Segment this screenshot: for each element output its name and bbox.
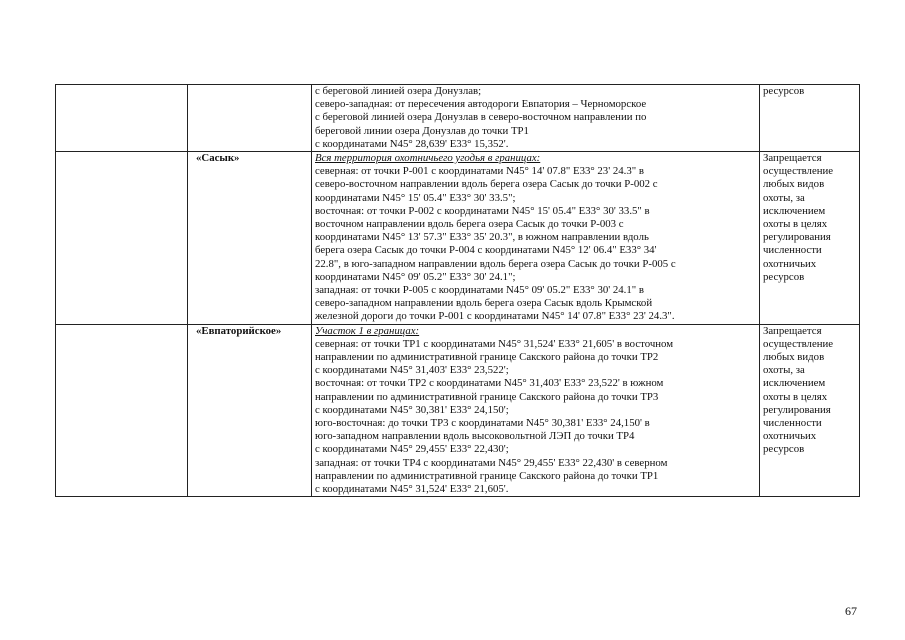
boundary-line: с координатами N45° 31,403' E33° 23,522'; [315,364,509,377]
boundary-line: северо-восточном направлении вдоль берега озера Сасык до точки Р-002 с [315,178,658,191]
boundary-line: западная: от точки ТР4 с координатами N45° 29,455' E33° 22,430' в северном [315,456,668,469]
restriction-line: численности [763,417,822,430]
restriction-line: охотничьих [763,430,817,443]
hunting-grounds-table [55,84,860,497]
page-number: 67 [845,604,857,618]
restriction-line: исключением [763,377,826,390]
boundary-line: береговой линии озера Донузлав до точки ТР1 [315,124,529,137]
index-cell [56,85,188,152]
restriction-line: охотничьих [763,257,817,270]
restriction-line: Запрещается [763,152,822,165]
boundary-line: железной дороги до точки Р-001 с координатами N45° 14' 07.8" E33° 23' 24.3". [315,310,675,323]
boundary-line: северо-западном направлении вдоль берега озера Сасык вдоль Крымской [315,297,653,310]
boundary-line: берега озера Сасык до точки Р-004 с координатами N45° 12' 06.4" E33° 34' [315,244,657,257]
hunting-ground-name: «Сасык» [188,152,312,325]
restriction-line: регулирования [763,403,831,416]
boundary-line: западная: от точки Р-005 с координатами N45° 09' 05.2" E33° 30' 24.1" в [315,284,644,297]
restriction-line: исключением [763,204,826,217]
boundary-heading: Вся территория охотничьего угодья в границах: [315,152,541,165]
restriction-line: любых видов [763,178,825,191]
restriction-cell [760,324,860,497]
table-body [56,85,860,497]
boundary-line: 22.8", в юго-западном направлении вдоль берега озера Сасык до точки Р-005 с [315,257,676,270]
restriction-line: регулирования [763,231,831,244]
hunting-ground-name [188,85,312,152]
table-row [56,85,860,152]
restriction-line: охоты, за [763,191,805,204]
boundary-line: с береговой линией озера Донузлав; [315,85,482,97]
restriction-cell [760,85,860,152]
boundary-line: с береговой линией озера Донузлав в северо-восточном направлении по [315,111,647,124]
boundary-line: юго-западном направлении вдоль высоковольтной ЛЭП до точки ТР4 [315,430,635,443]
index-cell [56,324,188,497]
boundary-line: направлении по административной границе Сакского района до точки ТР2 [315,351,659,364]
boundary-line: с координатами N45° 28,639' E33° 15,352'. [315,137,509,150]
restriction-line: ресурсов [763,85,805,97]
boundary-line: северная: от точки Р-001 с координатами N45° 14' 07.8" E33° 23' 24.3" в [315,165,644,178]
restriction-line: численности [763,244,822,257]
boundary-line: восточная: от точки Р-002 с координатами N45° 15' 05.4" E33° 30' 33.5" в [315,204,650,217]
restriction-line: осуществление [763,337,834,350]
table-row [56,324,860,497]
table-row [56,152,860,325]
boundary-line: направлении по административной границе Сакского района до точки ТР1 [315,469,659,482]
boundary-description [312,152,760,325]
restriction-line: осуществление [763,165,834,178]
index-cell [56,152,188,325]
boundary-heading: Участок 1 в границах: [315,324,420,337]
boundary-line: восточная: от точки ТР2 с координатами N45° 31,403' E33° 23,522' в южном [315,377,664,390]
boundary-line: координатами N45° 15' 05.4" E33° 30' 33.5"; [315,191,516,204]
boundary-line: координатами N45° 09' 05.2" E33° 30' 24.1"; [315,270,516,283]
restriction-line: охоты в целях [763,390,828,403]
boundary-line: северная: от точки ТР1 с координатами N45° 31,524' E33° 21,605' в восточном [315,337,674,350]
boundary-description [312,324,760,497]
boundary-line: юго-восточная: до точки ТР3 с координатами N45° 30,381' E33° 24,150' в [315,417,650,430]
boundary-line: направлении по административной границе Сакского района до точки ТР3 [315,390,659,403]
boundary-line: координатами N45° 13' 57.3" E33° 35' 20.3", в южном направлении вдоль [315,231,649,244]
restriction-line: ресурсов [763,270,805,283]
hunting-ground-name: «Евпаторийское» [188,324,312,497]
restriction-cell [760,152,860,325]
boundary-line: с координатами N45° 30,381' E33° 24,150'; [315,403,509,416]
restriction-line: охоты, за [763,364,805,377]
restriction-line: Запрещается [763,324,822,337]
boundary-line: восточном направлении вдоль берега озера Сасык до точки Р-003 с [315,218,624,231]
restriction-line: ресурсов [763,443,805,456]
boundary-description [312,85,760,152]
boundary-line: северо-западная: от пересечения автодороги Евпатория – Черноморское [315,98,647,111]
boundary-line: с координатами N45° 31,524' E33° 21,605'. [315,483,509,496]
boundary-line: с координатами N45° 29,455' E33° 22,430'; [315,443,509,456]
restriction-line: охоты в целях [763,218,828,231]
restriction-line: любых видов [763,351,825,364]
